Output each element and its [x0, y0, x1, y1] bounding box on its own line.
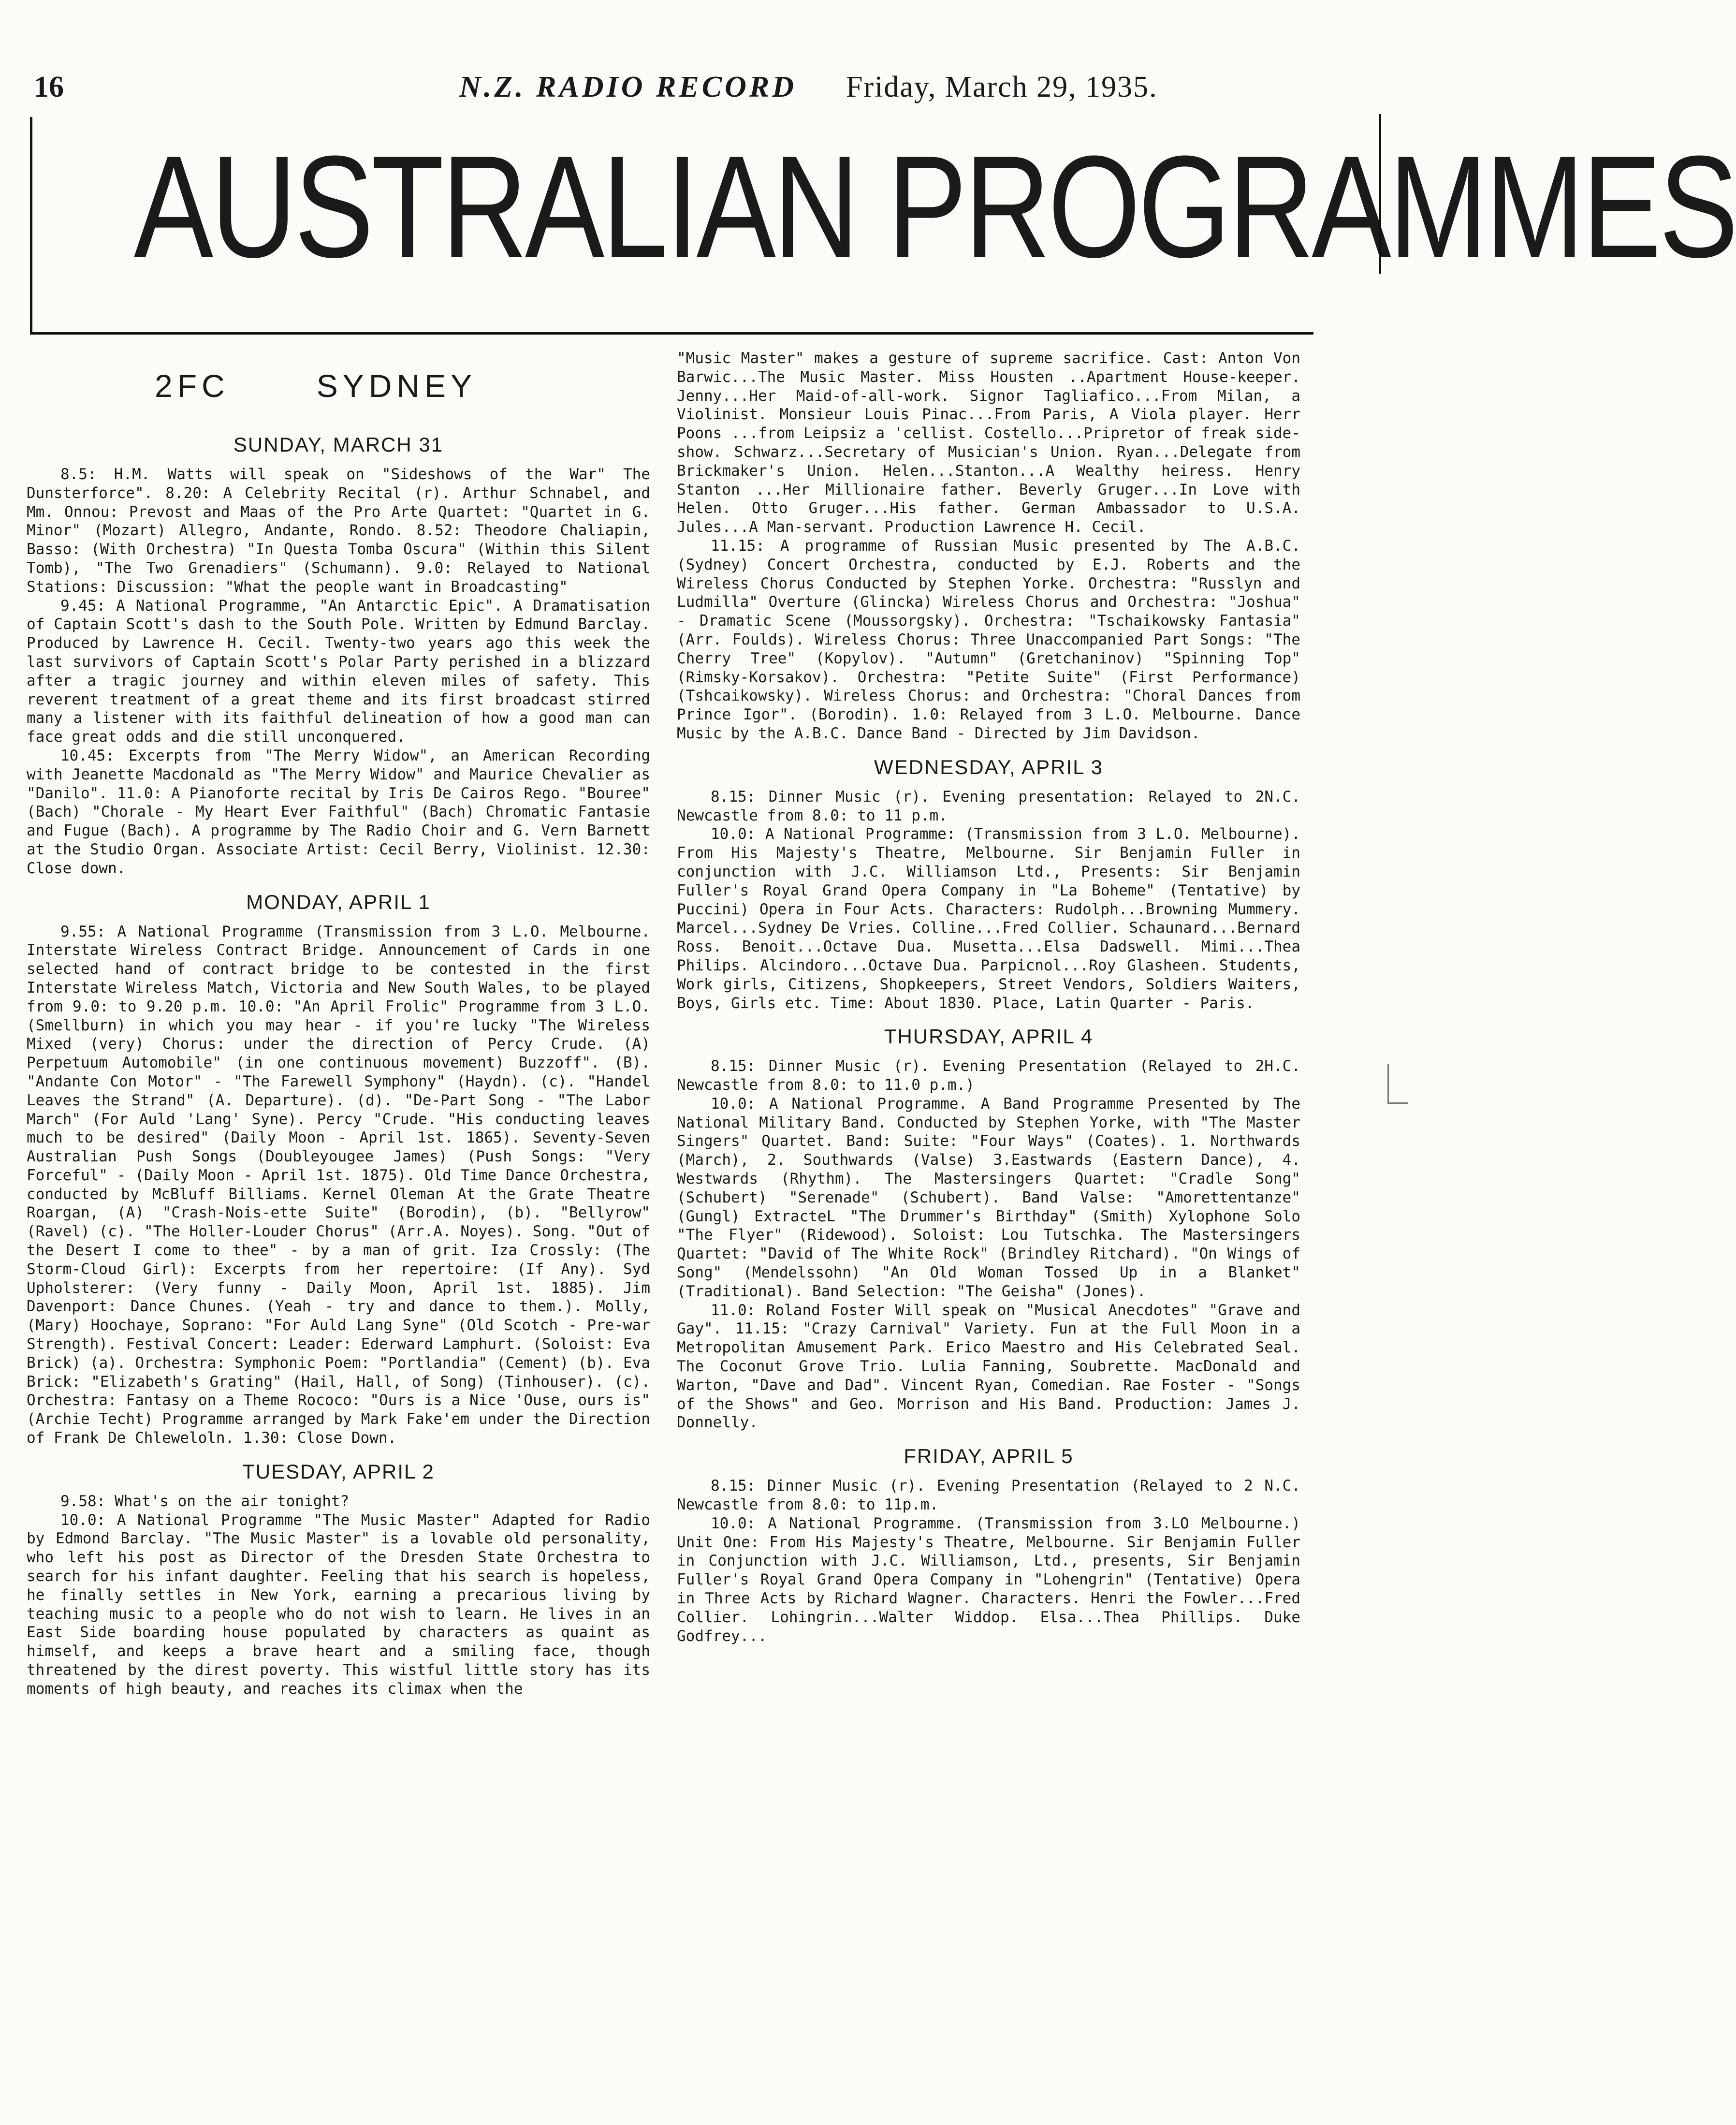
publication-name: N.Z. RADIO RECORD [459, 71, 797, 103]
day-heading-wednesday: WEDNESDAY, APRIL 3 [874, 755, 1104, 778]
page-header [34, 70, 1402, 104]
program-entry: 11.15: A programme of Russian Music presented by The A.B.C. (Sydney) Concert Orchestra, conducted by E.J. Roberts and the Wireless Chorus Conducted by Stephen Yorke. Orchestra: "Russlyn and Ludmilla" Overture (Glincka) Wireless Chorus and Orchestra: "Joshua" - Dramatic Scene (Moussorgsky). Orchestra: "Tschaikowsky Fantasia" (Arr. Foulds). Wireless Chorus: Three Unaccompanied Part Songs: "The Cherry Tree" (Kopylov). "Autumn" (Gretchaninov) "Spinning Top" (Rimsky-Korsakov). Orchestra: "Petite Suite" (First Performance) (Tshcaikowsky). Wireless Chorus: and Orchestra: "Choral Dances from Prince Igor". (Borodin). 1.0: Relayed from 3 L.O. Melbourne. Dance Music by the A.B.C. Dance Band - Directed by Jim Davidson. [677, 537, 1300, 742]
program-entry: 8.15: Dinner Music (r). Evening presentation: Relayed to 2N.C. Newcastle from 8.0: to 11 p.m. [677, 788, 1300, 824]
program-entry: 10.0: A National Programme: (Transmission from 3 L.O. Melbourne). From His Majesty's Theatre, Melbourne. Sir Benjamin Fuller in conjunction with J.C. Williamson Ltd., Presents: Sir Benjamin Fuller's Royal Grand Opera Company in "La Boheme" (Tentative) by Puccini) Opera in Four Acts. Characters: Rudolph...Browning Mummery. Marcel...Sydney De Vries. Colline...Fred Collier. Schaunard...Bernard Ross. Benoit...Octave Dua. Musetta...Elsa Dadswell. Mimi...Thea Philips. Alcindoro...Octave Dua. Parpicnol...Roy Glasheen. Students, Work girls, Citizens, Shopkeepers, Street Vendors, Soldiers Waiters, Boys, Girls etc. Time: About 1830. Place, Latin Quarter - Paris. [677, 825, 1300, 1012]
program-entry: 8.5: H.M. Watts will speak on "Sideshows of the War" The Dunsterforce". 8.20: A Celebrity Recital (r). Arthur Schnabel, and Mm. Onnou: Prevost and Maas of the Pro Arte Quartet: "Quartet in G. Minor" (Mozart) Allegro, Andante, Rondo. 8.52: Theodore Chaliapin, Basso: (With Orchestra) "In Questa Tomba Oscura" (Within this Silent Tomb), "The Two Grenadiers" (Schumann). 9.0: Relayed to National Stations: Discussion: "What the people want in Broadcasting" [27, 466, 650, 596]
day-heading-tuesday: TUESDAY, APRIL 2 [242, 1460, 435, 1483]
day-heading-thursday: THURSDAY, APRIL 4 [884, 1025, 1094, 1048]
program-entry: 10.45: Excerpts from "The Merry Widow", an American Recording with Jeanette Macdonald as "The Merry Widow" and Maurice Chevalier as "Danilo". 11.0: A Pianoforte recital by Iris De Cairos Rego. "Bouree" (Bach) "Chorale - My Heart Ever Faithful" (Bach) Chromatic Fantasie and Fugue (Bach). A programme by The Radio Choir and G. Vern Barnett at the Studio Organ. Associate Artist: Cecil Berry, Violinist. 12.30: Close down. [27, 747, 650, 877]
program-entry: 10.0: A National Programme. A Band Programme Presented by The National Military Band. Conducted by Stephen Yorke, with "The Master Singers" Quartet. Band: Suite: "Four Ways" (Coates). 1. Northwards (March), 2. Southwards (Valse) 3.Eastwards (Eastern Dance), 4. Westwards (Rhythm). The Mastersingers Quartet: "Cradle Song" (Schubert) "Serenade" (Schubert). Band Valse: "Amorettentanze" (Gungl) ExtracteL "The Drummer's Birthday" (Smith) Xylophone Solo "The Flyer" (Ridewood). Soloist: Lou Tutschka. The Mastersingers Quartet: "David of The White Rock" (Brindley Ritchard). "On Wings of Song" (Mendelssohn) "An Old Woman Tossed Up in a Blanket" (Traditional). Band Selection: "The Geisha" (Jones). [677, 1095, 1300, 1300]
program-entry: 9.55: A National Programme (Transmission from 3 L.O. Melbourne. Interstate Wireless Contract Bridge. Announcement of Cards in one selected hand of contract bridge to be contested in the first Interstate Wireless Match, Victoria and New South Wales, to be played from 9.0: to 9.20 p.m. 10.0: "An April Frolic" Programme from 3 L.O. (Smellburn) in which you may hear - if you're lucky "The Wireless Mixed (very) Chorus: under the direction of Percy Crude. (A) Perpetuum Automobile" (in one continuous movement) Buzzoff". (B). "Andante Con Motor" - "The Farewell Symphony" (Haydn). (c). "Handel Leaves the Strand" (A. Departure). (d). "De-Part Song - "The Labor March" (For Auld 'Lang' Syne). Percy "Crude. "His conducting leaves much to be desired" (Daily Moon - April 1st. 1865). Seventy-Seven Australian Push Songs (Doubleyougee James) (Push Songs: "Very Forceful" - (Daily Moon - April 1st. 1875). Old Time Dance Orchestra, conducted by McBluff Billiams. Kernel Oleman At the Grate Theatre Roargan, (A) "Crash-Nois-ette Suite" (Borodin), (b). "Bellyrow" (Ravel) (c). "The Holler-Louder Chorus" (Arr.A. Noyes). Song. "Out of the Desert I come to thee" - by a man of grit. Iza Crossly: (The Storm-Cloud Girl): Excerpts from her repertoire: (If Any). Syd Upholsterer: (Very funny - Daily Moon, April 1st. 1885). Jim Davenport: Dance Chunes. (Yeah - try and dance to them.). Molly, (Mary) Hoochaye, Soprano: "For Auld Lang Syne" (Old Scotch - Pre-war Strength). Festival Concert: Leader: Ederward Lamphurt. (Soloist: Eva Brick) (a). Orchestra: Symphonic Poem: "Portlandia" (Cement) (b). Eva Brick: "Elizabeth's Grating" (Hail, Hall, of Song) (Tinhouser). (c). Orchestra: Fantasy on a Theme Rococo: "Ours is a Nice 'Ouse, ours is" (Archie Techt) Programme arranged by Mark Fake'em under the Direction of Frank De Chleweloln. 1.30: Close Down. [27, 923, 650, 1447]
page-number: 16 [34, 71, 64, 103]
station-heading [155, 367, 477, 404]
title-banner [30, 117, 1736, 335]
day-heading-sunday: SUNDAY, MARCH 31 [233, 433, 444, 456]
day-heading-monday: MONDAY, APRIL 1 [246, 890, 431, 913]
station-call-sign: 2FC [155, 368, 230, 404]
program-entry: 9.58: What's on the air tonight? [60, 1492, 350, 1510]
program-entry: 8.15: Dinner Music (r). Evening Presentation (Relayed to 2H.C. Newcastle from 8.0: to 11.0 p.m.) [677, 1057, 1300, 1094]
station-city: SYDNEY [316, 368, 477, 404]
program-entry: 8.15: Dinner Music (r). Evening Presentation (Relayed to 2 N.C. Newcastle from 8.0: to 11p.m. [677, 1477, 1300, 1514]
program-entry: 9.45: A National Programme, "An Antarctic Epic". A Dramatisation of Captain Scott's dash to the South Pole. Written by Edmund Barclay. Produced by Lawrence H. Cecil. Twenty-two years ago this week the last survivors of Captain Scott's Polar Party perished in a blizzard after a tragic journey and within eleven miles of safety. This reverent treatment of a great theme and its first broadcast stirred many a listener with its faithful delineation of how a good man can face great odds and die still unconquered. [27, 597, 650, 746]
right-column [677, 349, 1300, 1645]
page-title: AUSTRALIAN PROGRAMMES [134, 125, 1736, 288]
publication-date: Friday, March 29, 1935. [846, 71, 1158, 103]
program-entry: 10.0: A National Programme "The Music Master" Adapted for Radio by Edmond Barclay. "The Music Master" is a lovable old personality, who left his post as Director of the Dresden State Orchestra to search for his infant daughter. Feeling that his search is hopeless, he finally settles in New York, earning a precarious living by teaching music to a people who do not wish to learn. He lives in an East Side boarding house populated by characters as quaint as himself, and keeps a brave heart and a smiling face, though threatened by the direst poverty. This wistful little story has its moments of high beauty, and reaches its climax when the [27, 1511, 650, 1698]
margin-mark [1387, 1064, 1408, 1104]
day-heading-friday: FRIDAY, APRIL 5 [904, 1445, 1074, 1468]
program-entry: 10.0: A National Programme. (Transmission from 3.LO Melbourne.) Unit One: From His Majesty's Theatre, Melbourne. Sir Benjamin Fuller in Conjunction with J.C. Williamson, Ltd., presents, Sir Benjamin Fuller's Royal Grand Opera Company in "Lohengrin" (Tentative) Opera in Three Acts by Richard Wagner. Characters. Henri the Fowler...Fred Collier. Lohingrin...Walter Widdop. Elsa...Thea Phillips. Duke Godfrey... [677, 1514, 1300, 1645]
program-entry-continued: "Music Master" makes a gesture of supreme sacrifice. Cast: Anton Von Barwic...The Music Master. Miss Housten ..Apartment House-keeper. Jenny...Her Maid-of-all-work. Signor Tagliafico...From Milan, a Violinist. Monsieur Louis Pinac...From Paris, A Viola player. Herr Poons ...from Leipsiz a 'cellist. Costello...Pripretor of freak side-show. Schwarz...Secretary of Musician's Union. Ryan...Delegate from Brickmaker's Union. Helen...Stanton...A Wealthy heiress. Henry Stanton ...Her Millionaire father. Beverly Gruger...In Love with Helen. Otto Gruger...His father. German Ambassador to U.S.A. Jules...A Man-servant. Production Lawrence H. Cecil. [677, 350, 1300, 536]
program-entry: 11.0: Roland Foster Will speak on "Musical Anecdotes" "Grave and Gay". 11.15: "Crazy Carnival" Variety. Fun at the Full Moon in a Metropolitan Amusement Park. Erico Maestro and His Celebrated Seal. The Coconut Grove Trio. Lulia Fanning, Soubrette. MacDonald and Warton, "Dave and Dad". Vincent Ryan, Comedian. Rae Foster - "Songs of the Shows" and Geo. Morrison and His Band. Production: James J. Donnelly. [677, 1301, 1300, 1432]
left-column [27, 421, 650, 1699]
